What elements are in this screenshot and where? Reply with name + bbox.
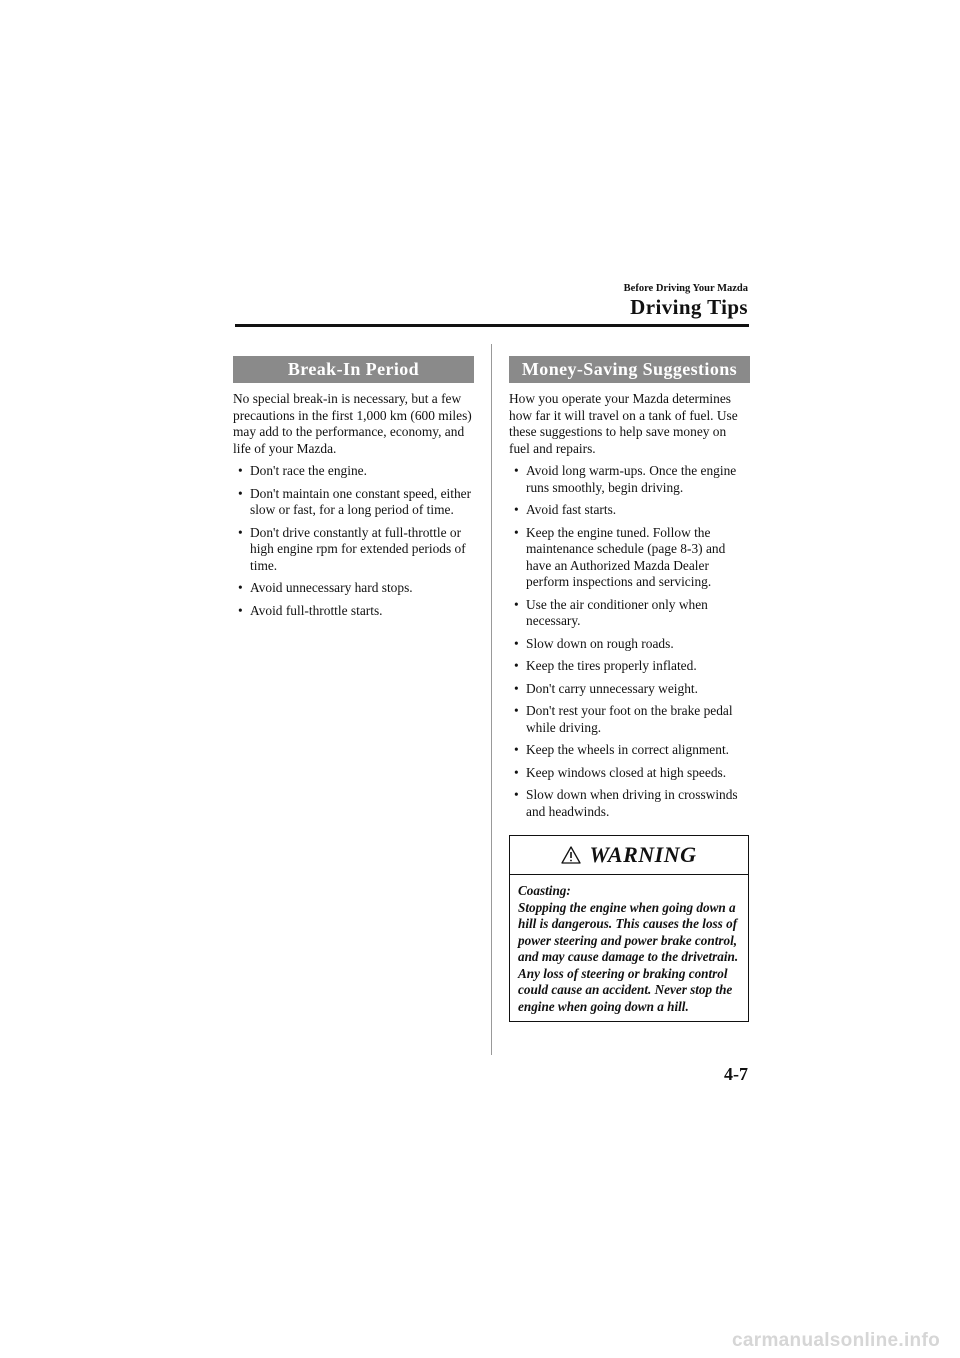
list-item — [509, 597, 750, 630]
list-item-text: Keep the engine tuned. Follow the maintenance schedule (page 8-3) and have an Authorized Mazda Dealer perform inspections and servicing. — [526, 524, 726, 589]
warning-header — [510, 836, 748, 875]
warning-body — [510, 875, 748, 1021]
break-in-intro: No special break-in is necessary, but a few precautions in the first 1,000 km (600 miles) may add to the performance, economy, and life of your Mazda. — [233, 391, 472, 456]
money-saving-section — [509, 356, 750, 1022]
list-item-text: Slow down when driving in crosswinds and headwinds. — [526, 787, 738, 819]
list-item — [509, 658, 750, 675]
list-item — [509, 787, 750, 820]
list-item — [509, 681, 750, 698]
bullet-icon: • — [514, 658, 519, 673]
bullet-icon: • — [514, 463, 519, 478]
list-item — [509, 502, 750, 519]
warning-triangle-icon — [561, 846, 581, 864]
list-item-text: Use the air conditioner only when necessary. — [526, 596, 708, 628]
page-title: Driving Tips — [630, 295, 748, 319]
bullet-icon: • — [514, 764, 519, 780]
list-item-text: Keep the wheels in correct alignment. — [526, 742, 730, 757]
list-item — [509, 636, 750, 653]
break-in-list — [233, 463, 474, 619]
list-item-text: Avoid fast starts. — [526, 502, 617, 517]
page-number: 4-7 — [724, 1064, 748, 1084]
list-item-text: Don't race the engine. — [250, 463, 367, 478]
list-item-text: Don't drive constantly at full-throttle or high engine rpm for extended periods of time. — [250, 524, 466, 573]
list-item — [233, 525, 474, 575]
warning-label: WARNING — [589, 842, 697, 867]
list-item — [509, 525, 750, 591]
money-saving-list — [509, 463, 750, 820]
header-section-label: Before Driving Your Mazda — [623, 283, 748, 294]
list-item-text: Slow down on rough roads. — [526, 635, 674, 651]
list-item-text: Keep windows closed at high speeds. — [526, 764, 727, 780]
money-saving-intro: How you operate your Mazda determines how far it will travel on a tank of fuel. Use these suggestions to help save money on fuel and repairs. — [509, 391, 738, 456]
list-item — [509, 765, 750, 782]
bullet-icon: • — [514, 635, 519, 651]
warning-heading: Coasting: — [518, 883, 571, 898]
header-divider — [235, 324, 749, 327]
list-item-text: Don't carry unnecessary weight. — [526, 680, 698, 696]
watermark: carmanualsonline.info — [732, 1330, 940, 1351]
bullet-icon: • — [514, 680, 519, 696]
warning-box — [509, 835, 749, 1022]
bullet-icon: • — [514, 787, 519, 802]
list-item-text: Keep the tires properly inflated. — [526, 658, 697, 673]
bullet-icon: • — [514, 524, 519, 540]
list-item — [233, 486, 474, 519]
break-in-section — [233, 356, 474, 625]
bullet-icon: • — [514, 502, 519, 517]
list-item — [509, 742, 750, 759]
column-divider — [491, 344, 492, 1055]
bullet-icon: • — [238, 602, 243, 618]
list-item-text: Avoid full-throttle starts. — [250, 602, 383, 618]
bullet-icon: • — [238, 580, 243, 595]
list-item — [233, 463, 474, 480]
money-saving-heading: Money-Saving Suggestions — [509, 356, 750, 383]
list-item-text: Avoid long warm-ups. Once the engine runs smoothly, begin driving. — [526, 463, 737, 495]
bullet-icon: • — [514, 742, 519, 757]
list-item — [233, 603, 474, 620]
list-item — [509, 703, 750, 736]
bullet-icon: • — [514, 596, 519, 612]
list-item — [509, 463, 750, 496]
bullet-icon: • — [238, 463, 243, 478]
warning-text: Stopping the engine when going down a hill is dangerous. This causes the loss of power steering and power brake control, and may cause damage to the drivetrain. Any loss of steering or braking control could cause an accident. Never stop the engine when going down a hill. — [518, 899, 739, 1014]
break-in-heading: Break-In Period — [233, 356, 474, 383]
bullet-icon: • — [238, 524, 243, 540]
list-item — [233, 580, 474, 597]
list-item-text: Don't rest your foot on the brake pedal while driving. — [526, 703, 733, 735]
list-item-text: Avoid unnecessary hard stops. — [250, 580, 413, 595]
bullet-icon: • — [238, 485, 243, 501]
bullet-icon: • — [514, 703, 519, 718]
list-item-text: Don't maintain one constant speed, either slow or fast, for a long period of time. — [250, 485, 472, 517]
